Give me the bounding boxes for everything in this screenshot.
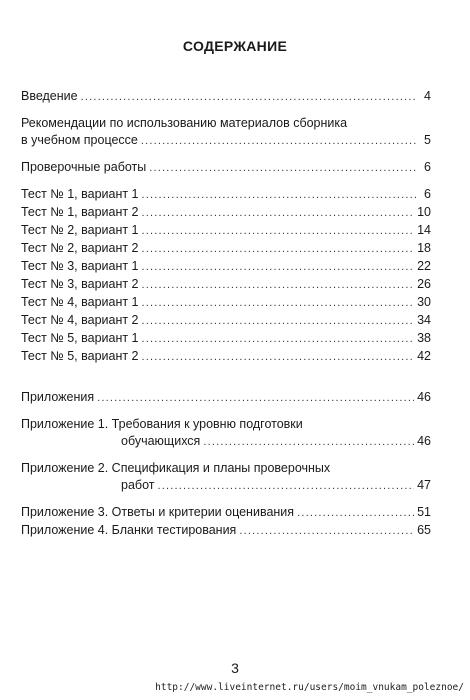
dot-leader [239, 523, 414, 540]
toc-entry-test [21, 276, 431, 294]
dot-leader [142, 349, 415, 366]
dot-leader [203, 434, 414, 451]
dot-leader [97, 390, 414, 407]
toc-entry-page: 42 [417, 349, 431, 363]
toc-entry-page: 4 [424, 89, 431, 103]
dot-leader [142, 205, 415, 222]
toc-entry-label-line2: в учебном процессе [21, 133, 138, 147]
toc-entry-page: 22 [417, 259, 431, 273]
toc-entry-label-line1: Приложение 2. Спецификация и планы проверочных [21, 461, 331, 475]
toc-entry-label: Тест № 5, вариант 1 [21, 331, 139, 345]
toc-entry-label: Тест № 4, вариант 2 [21, 313, 139, 327]
toc-entry-appendices [21, 389, 431, 407]
dot-leader [81, 89, 416, 106]
toc-entry-page: 26 [417, 277, 431, 291]
toc-entry-checks [21, 159, 431, 177]
dot-leader [142, 223, 415, 240]
dot-leader [142, 295, 415, 312]
toc-entry-page: 34 [417, 313, 431, 327]
page-title: СОДЕРЖАНИЕ [182, 38, 288, 54]
toc-entry-test [21, 240, 431, 258]
dot-leader [142, 277, 415, 294]
toc-entry-test [21, 258, 431, 276]
toc-entry-test [21, 330, 431, 348]
toc-entry-label: Тест № 1, вариант 2 [21, 205, 139, 219]
toc-entry-page: 51 [417, 505, 431, 519]
toc-entry-recommendations [21, 115, 431, 150]
toc-entry-label: Приложение 4. Бланки тестирования [21, 523, 237, 537]
dot-leader [142, 241, 415, 258]
toc-entry-label: Тест № 2, вариант 1 [21, 223, 139, 237]
toc-entry-label: Приложения [21, 390, 95, 404]
toc-entry-page: 47 [417, 478, 431, 492]
toc-entry-label-line2: работ [121, 478, 155, 492]
toc-entry-label: Тест № 2, вариант 2 [21, 241, 139, 255]
toc-entry-test [21, 186, 431, 204]
toc-entry-test [21, 348, 431, 366]
toc-entry-label: Тест № 4, вариант 1 [21, 295, 139, 309]
dot-leader [142, 313, 415, 330]
toc-entry-label-line2: обучающихся [121, 434, 201, 448]
toc-entry-test [21, 294, 431, 312]
toc-entry-page: 6 [424, 160, 431, 174]
table-of-contents [21, 88, 431, 540]
toc-entry-page: 30 [417, 295, 431, 309]
toc-entry-page: 14 [417, 223, 431, 237]
dot-leader [149, 160, 416, 177]
toc-entry-page: 5 [424, 133, 431, 147]
toc-entry-label: Тест № 5, вариант 2 [21, 349, 139, 363]
toc-entry-page: 38 [417, 331, 431, 345]
dot-leader [142, 187, 416, 204]
dot-leader [142, 259, 415, 276]
toc-entry-page: 65 [417, 523, 431, 537]
dot-leader [157, 478, 414, 495]
toc-entry-page: 18 [417, 241, 431, 255]
toc-entry-test [21, 204, 431, 222]
toc-entry-label: Тест № 1, вариант 1 [21, 187, 139, 201]
toc-entry-appendix-1 [21, 416, 431, 451]
toc-entry-label: Проверочные работы [21, 160, 147, 174]
page-number: 3 [231, 660, 239, 676]
dot-leader [297, 505, 414, 522]
toc-entry-test [21, 312, 431, 330]
toc-entry-label-line1: Рекомендации по использованию материалов сборника [21, 116, 348, 130]
toc-entry-label: Тест № 3, вариант 1 [21, 259, 139, 273]
toc-entry-page: 10 [417, 205, 431, 219]
toc-entry-page: 46 [417, 434, 431, 448]
toc-entry-label: Приложение 3. Ответы и критерии оценивания [21, 505, 295, 519]
toc-entry-intro [21, 88, 431, 106]
toc-entry-label: Тест № 3, вариант 2 [21, 277, 139, 291]
toc-entry-test [21, 222, 431, 240]
toc-entry-label: Введение [21, 89, 78, 103]
dot-leader [142, 331, 415, 348]
toc-tests-list [21, 186, 431, 366]
toc-entry-page: 46 [417, 390, 431, 404]
toc-entry-appendix-2 [21, 460, 431, 495]
toc-entry-page: 6 [424, 187, 431, 201]
source-url-watermark: http://www.liveinternet.ru/users/moim_vnukam_poleznoe/ [155, 682, 464, 693]
toc-entry-appendix-4 [21, 522, 431, 540]
toc-entry-appendix-3 [21, 504, 431, 522]
dot-leader [141, 133, 416, 150]
toc-entry-label-line1: Приложение 1. Требования к уровню подготовки [21, 417, 303, 431]
